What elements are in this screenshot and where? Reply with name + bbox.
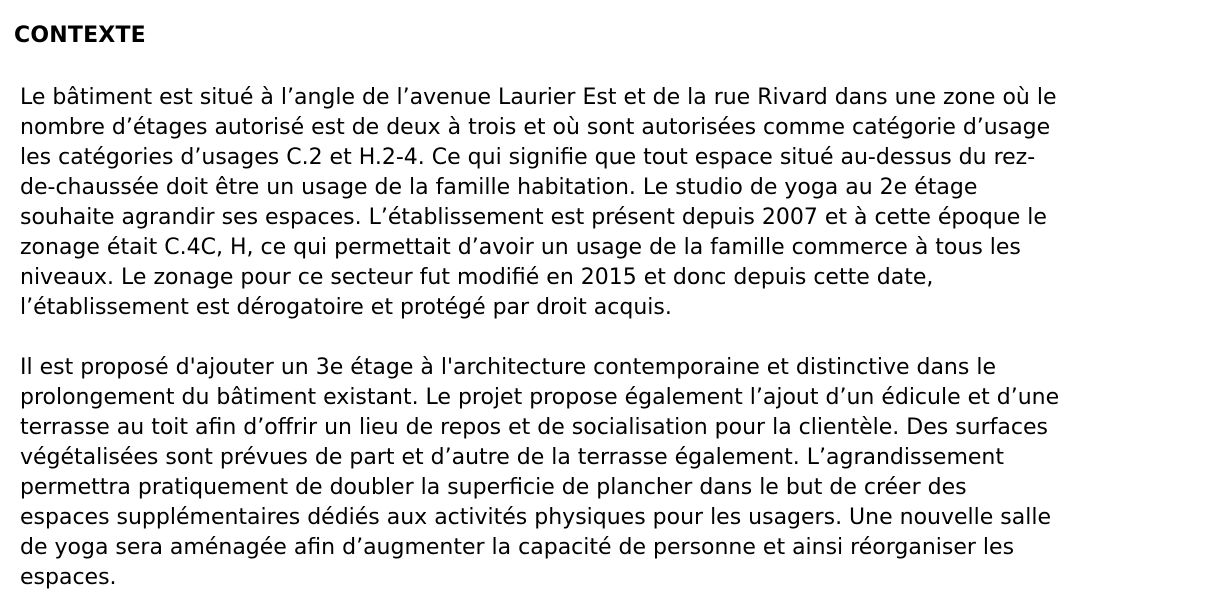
paragraph-line: prolongement du bâtiment existant. Le projet propose également l’ajout d’un édicule et d’une [20,385,1060,410]
paragraph-context-existing [20,83,1057,323]
paragraph-line: nombre d’étages autorisé est de deux à trois et où sont autorisées comme catégorie d’usage [20,115,1051,140]
paragraph-line: terrasse au toit afin d’offrir un lieu de repos et de socialisation pour la clientèle. Des surfaces [20,415,1048,440]
paragraph-line: Il est proposé d'ajouter un 3e étage à l'architecture contemporaine et distinctive dans le [20,355,996,380]
paragraph-line: l’établissement est dérogatoire et protégé par droit acquis. [20,295,672,320]
paragraph-line: de-chaussée doit être un usage de la famille habitation. Le studio de yoga au 2e étage [20,175,978,200]
paragraph-line: zonage était C.4C, H, ce qui permettait d’avoir un usage de la famille commerce à tous les [20,235,1021,260]
paragraph-line: espaces supplémentaires dédiés aux activités physiques pour les usagers. Une nouvelle salle [20,505,1051,530]
paragraph-line: permettra pratiquement de doubler la superficie de plancher dans le but de créer des [20,475,967,500]
paragraph-line: espaces. [20,565,117,590]
paragraph-line: niveaux. Le zonage pour ce secteur fut modifié en 2015 et donc depuis cette date, [20,265,934,290]
paragraph-line: Le bâtiment est situé à l’angle de l’avenue Laurier Est et de la rue Rivard dans une zone où le [20,85,1057,110]
paragraph-line: de yoga sera aménagée afin d’augmenter la capacité de personne et ainsi réorganiser les [20,535,1015,560]
paragraph-line: végétalisées sont prévues de part et d’autre de la terrasse également. L’agrandissement [20,445,1004,470]
section-heading: CONTEXTE [14,23,146,48]
paragraph-line: souhaite agrandir ses espaces. L’établissement est présent depuis 2007 et à cette époque le [20,205,1047,230]
paragraph-project-proposal [20,353,1059,593]
paragraph-line: les catégories d’usages C.2 et H.2-4. Ce qui signifie que tout espace situé au-dessus du rez- [20,145,1036,170]
